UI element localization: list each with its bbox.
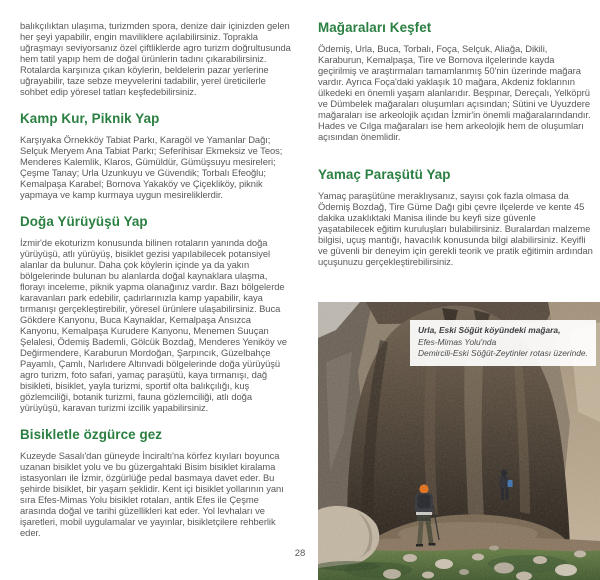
section-heading-doga-yuruyusu: Doğa Yürüyüşü Yap — [20, 214, 148, 229]
photo-caption — [410, 320, 596, 366]
section-heading-bisiklet: Bisikletle özgürce gez — [20, 427, 163, 442]
intro-paragraph: balıkçılıktan ulaşıma, turizmden spora, denize dair içinizden gelen her şeyi yapabilir, engin maviliklere açılabilirsiniz. Toprakla uğraşmayı seviyorsanız özel çiftliklerde agro turizm doğrultusunda hem tatil yapıp hem de doğal ürünlerin tadını çıkarabilirsiniz. Rotalarda karşınıza çıkan köylerin, beldelerin pazar yerlerine uğrayabilir, taze sebze meyvelerini tadabilir, yerel üreticilerle sohbet edip yöresel tatları keşfedebilirsiniz. — [20, 20, 291, 97]
photo-caption-title: Urla, Eski Söğüt köyündeki mağara, — [418, 325, 561, 335]
section-body-bisiklet: Kuzeyde Sasalı'dan güneyde İnciraltı'na körfez kıyıları boyunca uzanan bisiklet yolu ve bu güzergahtaki Bisim bisiklet kiralama istasyonları ile İzmir, özgürlüğe pedal basmaya davet eder. Bu şehirde bisiklet, bir yaşam şeklidir. Kent içi bisiklet yollarının yanı sıra Efes-Mimas Yolu bisiklet rotaları, antik Efes ile Çeşme arasında doğal ve tarihi güzellikleri kat eder. Yol levhaları ve işaretleri, mobil uygulamalar ve yayınlar, bisikletçilere rehberlik eder. — [20, 450, 284, 538]
photo-caption-line3: Demircili-Eski Söğüt-Zeytinler rotası üzerinde. — [418, 348, 588, 358]
cave-photo — [318, 302, 600, 580]
photo-caption-line2: Efes-Mimas Yolu'nda — [418, 336, 497, 347]
page-number: 28 — [294, 548, 306, 559]
section-body-kamp-kur: Karşıyaka Örnekköy Tabiat Parkı, Karagöl ve Yamanlar Dağı; Selçuk Meryem Ana Tabiat Parkı; Seferihisar Ekmeksiz ve Teos; Menderes Kalemlik, Klaros, Gümüldür, Gümüşsuyu mesireleri; Çeşme Tanay; Urla Uzunkuyu ve Güvendik; Torbalı Efeoğlu; Kemalpaşa Karabel; Bornova Yakaköy ve Çiçekliköy, piknik yapmaya ve kamp kurmaya uygun mesireliklerdir. — [20, 134, 283, 200]
right-column — [318, 20, 594, 267]
left-column — [20, 20, 292, 538]
section-heading-magaralar: Mağaraları Keşfet — [318, 20, 432, 35]
section-body-yamac-parasutu: Yamaç paraşütüne meraklıysanız, sayısı çok fazla olmasa da Ödemiş Bozdağ, Tire Güme Dağı gibi çevre ilçelerde ve kente 45 dakika uzaklıktaki Manisa ilinde bu keyfi size güvenle yaşatabilecek eğitim kuruluşları bulabilirsiniz. Buralardan malzeme bilgisi, uçuş mantığı, havacılık konusunda bilgi alabilirsiniz. Keyifli ve güvenli bir deneyim için gerekli teorik ve pratik eğitimin ardından uçuşunuzu gerçekleştirebilirsiniz. — [318, 190, 593, 267]
section-heading-kamp-kur: Kamp Kur, Piknik Yap — [20, 111, 160, 126]
section-body-doga-yuruyusu: İzmir'de ekoturizm konusunda bilinen rotaların yanında doğa yürüyüşü, atlı yürüyüş, bisiklet gezisi yapılabilecek potansiyel alanlar da bulunur. Daha çok köylerin içinde ya da yakın bölgelerinde bulunan bu alanlarda doğal kaynaklara ulaşma, florayı inceleme, piknik yapma olanağınız vardır. Bazı bölgelerde karavanları park edebilir, çadırlarınızla kamp yapabilir, kaya tırmanışı gerçekleştirebilir, yöresel ürünlere ulaşabilirsiniz. Buca Gökdere Kanyonu, Buca Kaynaklar, Kemalpaşa Ansızca Kanyonu, Kemalpaşa Kurudere Kanyonu, Menemen Suuçan Şelalesi, Ödemiş Bademli, Gölcük Bozdağ, Menderes Yeniköy ve Değirmendere, Karaburun Mordoğan, Şarpıncık, Güzelbahçe Payamlı, Çamlı, Narlıdere Altınvadi bölgelerinde doğa yürüyüşü agro turizm, foto safari, yamaç paraşütü, kaya tırmanışı, dağ bisikleti, bisiklet, yayla turizmi, sportif olta balıkçılığı, kuş gözlemciliği, botanik turizmi, fauna gözlemciliği, atlı doğa yürüyüşü, karavan turizmi izcilik yapabilirsiniz. — [20, 237, 287, 413]
section-body-magaralar: Ödemiş, Urla, Buca, Torbalı, Foça, Selçuk, Aliağa, Dikili, Karaburun, Kemalpaşa, Tire ve Bornova ilçelerinde kayda geçirilmiş ve araştırmaları tamamlanmış 50'nin üzerinde mağara vardır. Ayrıca Foça'daki yaklaşık 10 mağara, Akdeniz foklarının ülkedeki en önemli yaşam alanlarıdır. Beşpınar, Dereçalı, Yelköprü ve Dümbelek mağaraları oluşumları açısından; Sütini ve Uyuzdere mağaraları ise arkeolojik açıdan İzmir'in önemli mağaralarındandır. Hades ve Cılga mağaraları ise hem arkeolojik hem de oluşumları açısından önemlidir. — [318, 43, 591, 142]
section-heading-yamac-parasutu: Yamaç Paraşütü Yap — [318, 167, 451, 182]
